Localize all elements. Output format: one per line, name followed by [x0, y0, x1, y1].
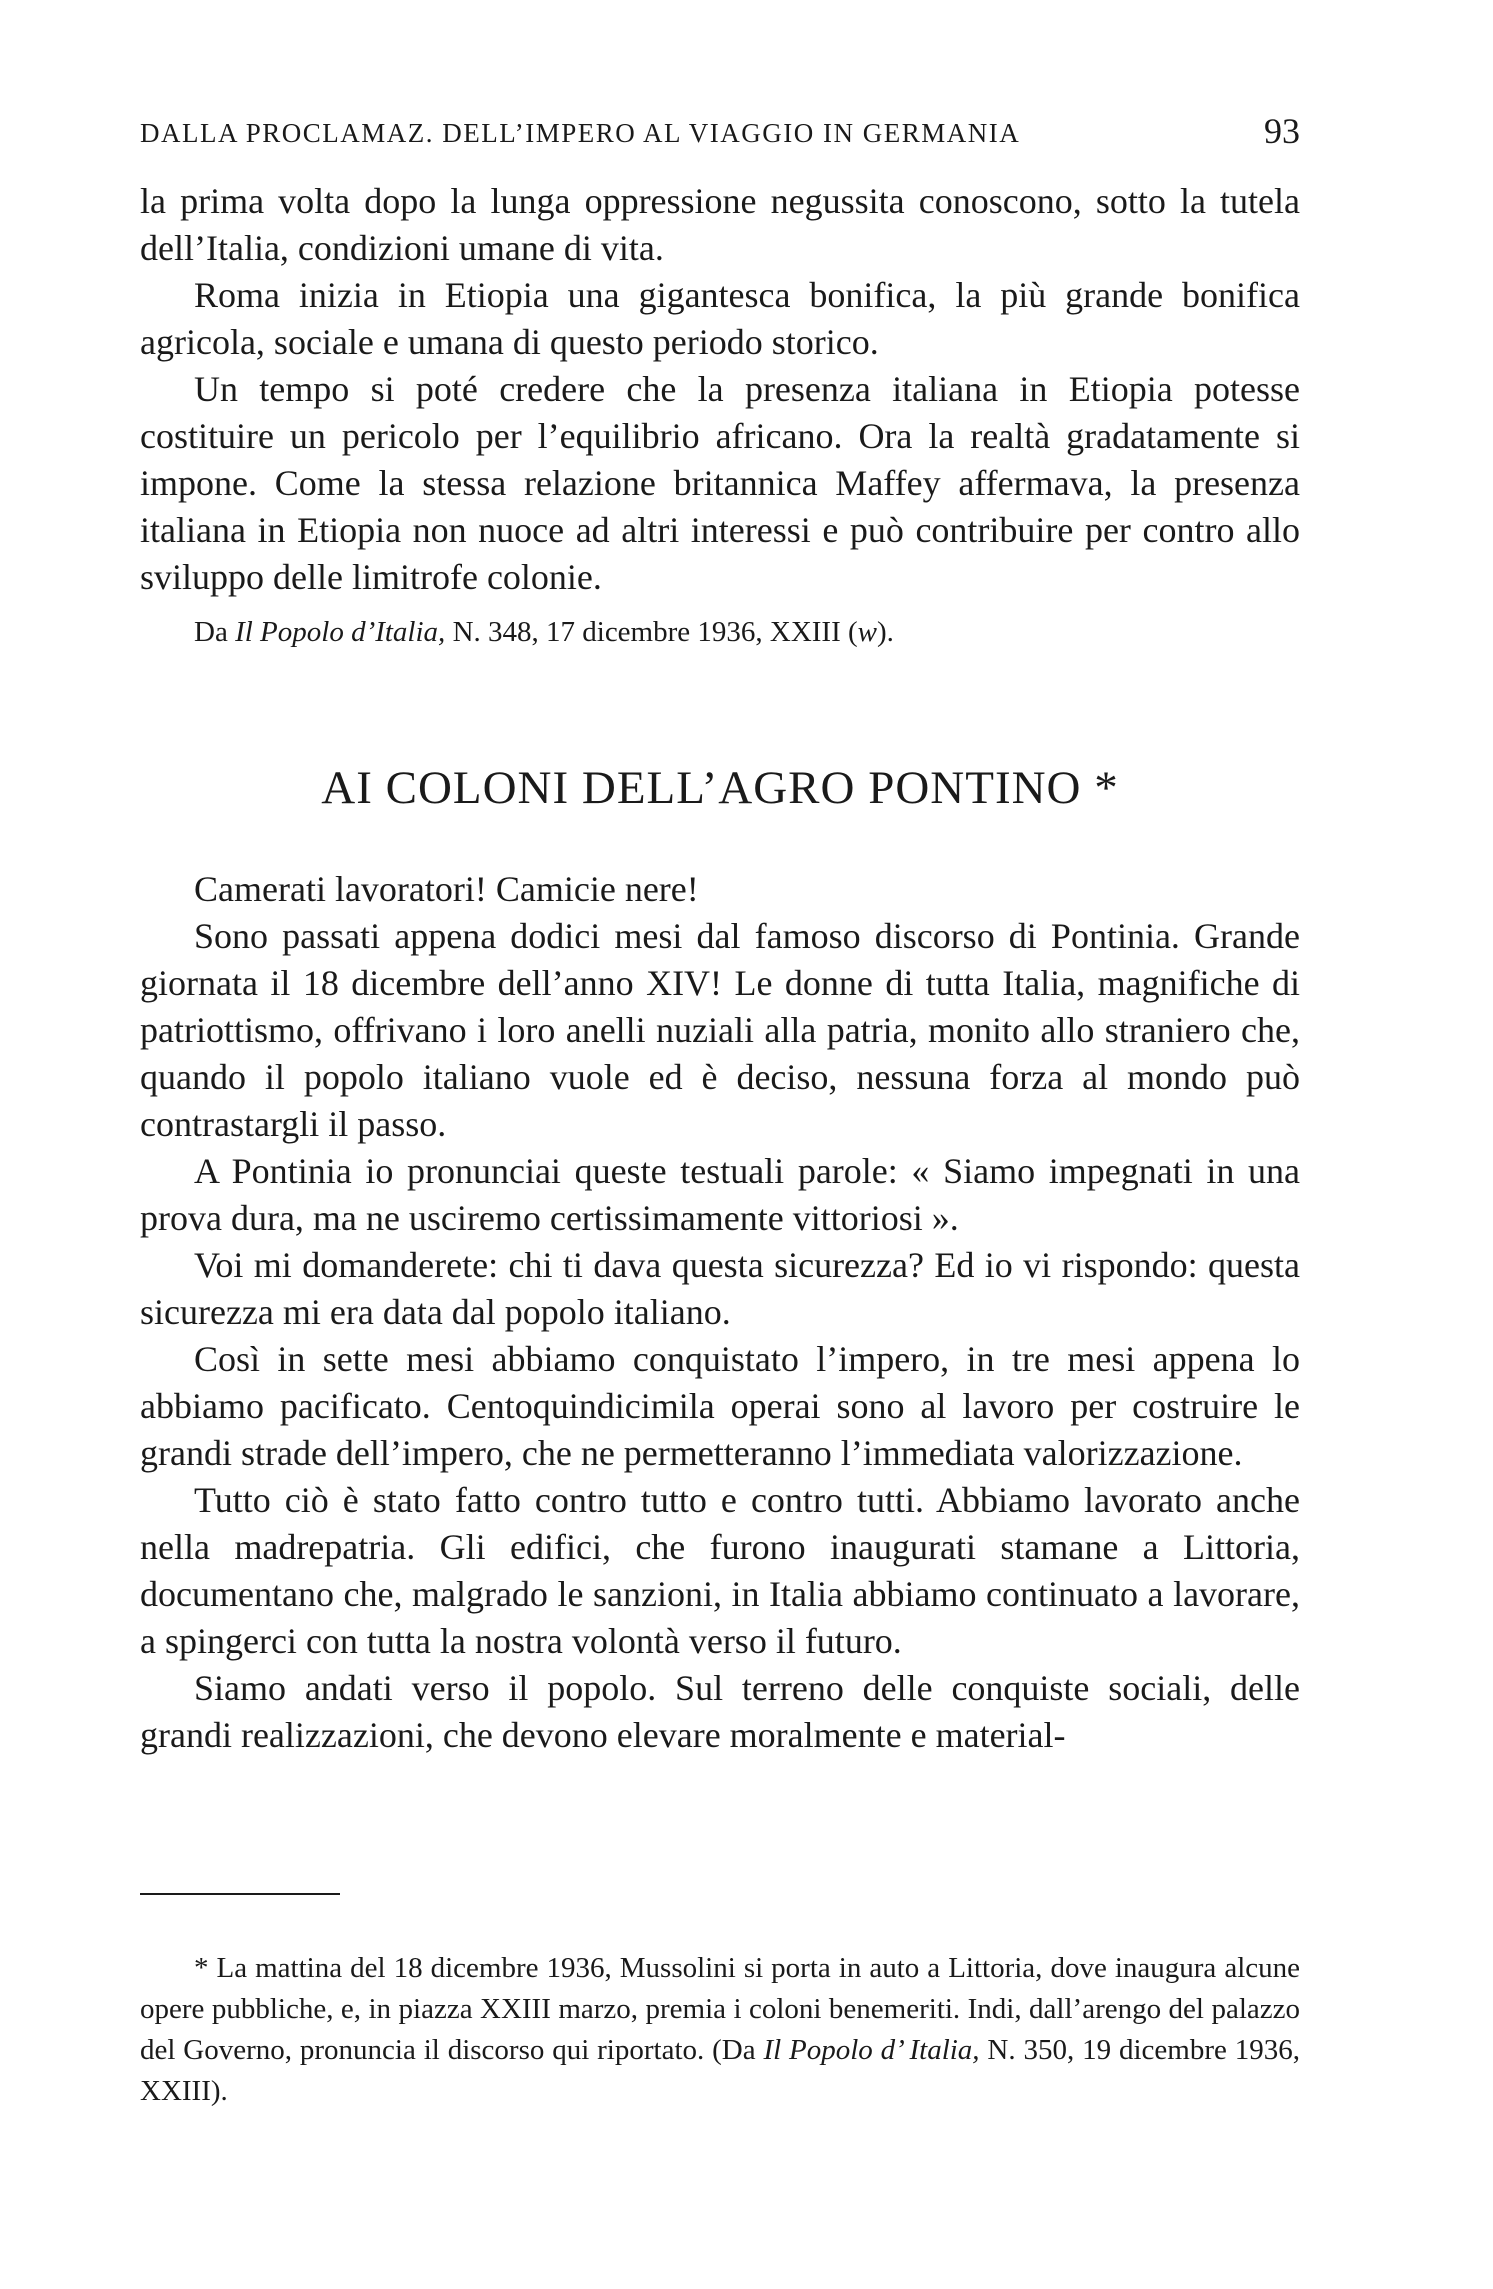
page-number: 93 — [1264, 111, 1300, 151]
paragraph: Un tempo si poté credere che la presenza italiana in Etiopia potesse costituire un pericolo per l’equilibrio africano. Ora la realtà gradatamente si impone. Come la stessa relazione britannica Maffey affermava, la presenza italiana in Etiopia non nuoce ad altri interessi e può contribuire per contro allo sviluppo delle limitrofe colonie. — [140, 369, 1300, 597]
footnote-publication: Il Popolo d’ Italia, — [763, 2034, 980, 2066]
paragraph: Camerati lavoratori! Camicie nere! — [194, 869, 699, 909]
source-publication: Il Popolo d’Italia, — [235, 616, 446, 648]
source-details: N. 348, 17 dicembre 1936, XXIII ( — [445, 616, 858, 648]
paragraph: Così in sette mesi abbiamo conquistato l’impero, in tre mesi appena lo abbiamo pacificato. Centoquindicimila operai sono al lavoro per costruire le grandi strade dell’impero, che ne permetteranno l’immediata valorizzazione. — [140, 1339, 1300, 1473]
paragraph: Tutto ciò è stato fatto contro tutto e contro tutti. Abbiamo lavorato anche nella madrepatria. Gli edifici, che furono inaugurati stamane a Littoria, documentano che, malgrado le sanzioni, in Italia abbiamo continuato a lavorare, a spingerci con tutta la nostra volontà verso il futuro. — [140, 1480, 1300, 1661]
source-citation — [140, 612, 1300, 652]
running-title: DALLA PROCLAMAZ. DELL’IMPERO AL VIAGGIO IN GERMANIA — [140, 118, 1021, 148]
source-prefix: Da — [194, 616, 236, 648]
paragraph-continued: la prima volta dopo la lunga oppressione negussita conoscono, sotto la tutela dell’Italia, condizioni umane di vita. — [140, 181, 1300, 268]
paragraph: Siamo andati verso il popolo. Sul terreno delle conquiste sociali, delle grandi realizzazioni, che devono elevare moralmente e material- — [140, 1668, 1300, 1755]
section-title: AI COLONI DELL’AGRO PONTINO * — [321, 762, 1119, 814]
speech-text — [140, 866, 1300, 1759]
running-header — [140, 108, 1300, 158]
paragraph: Roma inizia in Etiopia una gigantesca bonifica, la più grande bonifica agricola, sociale e umana di questo periodo storico. — [140, 275, 1300, 362]
continued-text — [140, 178, 1300, 601]
footnote-text: * La mattina del 18 dicembre 1936, Mussolini si porta in auto a Littoria, dove inaugura alcune opere pubbliche, e, in piazza XXIII marzo, premia i coloni benemeriti. Indi, dall’arengo del palazzo del Governo, pronuncia il discorso qui riportato. (Da — [140, 1952, 1300, 2066]
paragraph: Sono passati appena dodici mesi dal famoso discorso di Pontinia. Grande giornata il 18 dicembre dell’anno XIV! Le donne di tutta Italia, magnifiche di patriottismo, offrivano i loro anelli nuziali alla patria, monito allo straniero che, quando il popolo italiano vuole ed è deciso, nessuna forza al mondo può contrastargli il passo. — [140, 916, 1300, 1144]
footnote-tail: N. 350, 19 dicembre 1936, XXIII). — [140, 2034, 1300, 2107]
footnote-divider — [140, 1893, 340, 1895]
source-letter: w — [857, 616, 877, 648]
footnote — [140, 1948, 1300, 2112]
paragraph: A Pontinia io pronunciai queste testuali parole: « Siamo impegnati in una prova dura, ma ne usciremo certissimamente vittoriosi ». — [140, 1151, 1300, 1238]
source-end: ). — [877, 616, 894, 648]
paragraph: Voi mi domanderete: chi ti dava questa sicurezza? Ed io vi rispondo: questa sicurezza mi era data dal popolo italiano. — [140, 1245, 1300, 1332]
